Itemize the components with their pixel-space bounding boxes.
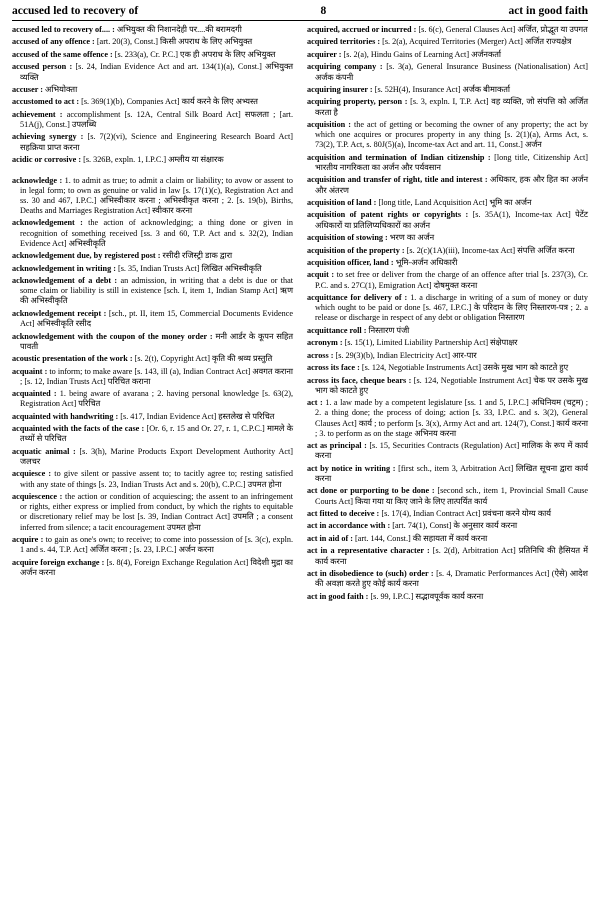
dictionary-entry <box>12 97 293 107</box>
entry-headword: acknowledgement with the coupon of the money order : <box>12 331 213 341</box>
entry-headword: act by notice in writing : <box>307 463 396 473</box>
dictionary-entry <box>307 175 588 195</box>
dictionary-entry <box>307 233 588 243</box>
entry-definition: [s. 3(h), Marine Products Export Development Authority Act] जलचर <box>20 446 294 467</box>
dictionary-entry <box>12 309 293 329</box>
entry-definition: [s. 17(4), Indian Contract Act] प्रवंचना करने योग्य कार्य <box>381 508 551 518</box>
columns <box>12 25 588 604</box>
entry-headword: act in a representative character : <box>307 546 430 556</box>
entry-headword: acquisition of patent rights or copyrights : <box>307 210 469 220</box>
entry-definition: 1. a discharge in writing of a sum of money or duty which ought to be paid or done [s. 467, I.P.C.] के परिदान के लिए निस्तारण-पत्र ; 2. a release or discharge in respect of any debt or obligation निस्तारण <box>315 293 589 323</box>
dictionary-entry <box>12 264 293 274</box>
entry-headword: acquittance for delivery of : <box>307 293 408 303</box>
entry-headword: acquisition of the property : <box>307 245 405 255</box>
entry-headword: acknowledgement due, by registered post : <box>12 251 161 261</box>
entry-headword: accused of any offence : <box>12 37 95 47</box>
dictionary-entry <box>12 85 293 95</box>
entry-definition: 1. to admit as true; to admit a claim or liability; to avow or assent to in legal form; to own as genuine or valid in law [s. 17(1)(c), Registration Act and ss. 30 and 467, I.P.C.] अभिस्वीकार करना ; अभिस्वीकृत करना ; 2. [s. 19(b), Births, Deaths and Marriages Registration Act] स्वीकार करना <box>20 175 293 216</box>
entry-headword: acquainted : <box>12 389 57 399</box>
entry-headword: acquaint : <box>12 366 48 376</box>
entry-definition: the action or condition of acquiescing; the assent to an infringement or rights, either express or implied from conduct, by which the rights to equitable or discretionary relief may be lost [s. 39, Indian Contract Act] उपमति ; a consent inferred from silence; a tacit encouragement उपमत होना <box>20 492 293 532</box>
entry-definition: [second sch., item 1, Provincial Small Cause Courts Act] किया गया या किए जाने के लिए तात्पर्यित कार्य <box>315 486 589 506</box>
entry-headword: acquainted with the facts of the case : <box>12 424 145 434</box>
dictionary-entry <box>307 258 588 268</box>
dictionary-entry <box>12 558 293 578</box>
dictionary-entry <box>307 521 588 531</box>
running-header <box>12 5 588 21</box>
entry-headword: acquiesce : <box>12 469 52 479</box>
entry-headword: across its face : <box>307 363 360 373</box>
dictionary-entry <box>307 398 588 439</box>
entry-definition: [art. 144, Const.] की सहायता में कार्य करना <box>355 533 488 543</box>
entry-headword: act as principal : <box>307 441 367 451</box>
entry-definition: [s. 7(2)(vi), Science and Engineering Research Board Act] सहक्रिया प्राप्त करना <box>20 132 293 152</box>
entry-definition: [first sch., item 3, Arbitration Act] लिखित सूचना द्वारा कार्य करना <box>315 463 588 483</box>
entry-headword: acquisition officer, land : <box>307 257 394 267</box>
entry-headword: acquired, accrued or incurred : <box>307 25 417 34</box>
entry-spacer <box>12 168 293 176</box>
entry-headword: acquirer : <box>307 49 342 59</box>
entry-definition: मनी आर्डर के कूपन सहित पावती <box>20 331 294 351</box>
right-column <box>307 25 588 604</box>
dictionary-entry <box>12 155 293 165</box>
entry-definition: [sch., pt. II, item 15, Commercial Documents Evidence Act] अभिस्वीकृति रसीद <box>20 308 294 329</box>
dictionary-entry <box>12 176 293 217</box>
entry-definition: the act of getting or becoming the owner of any property; the act by which one acquires or procures property in any thing [s. 2(1)(a), Arms Act, s. 73(2), T.P. Act, s. 80J(5)(a), Income-tax Act and art. 11, Const.] अर्जन <box>315 120 589 150</box>
entry-definition: [s. 15, Securities Contracts (Regulation) Act] मालिक के रूप में कार्य करना <box>315 441 589 461</box>
dictionary-entry <box>12 469 293 489</box>
dictionary-entry <box>12 218 293 248</box>
dictionary-entry <box>12 354 293 364</box>
entry-definition: [s. 24, Indian Evidence Act and art. 134(1)(a), Const.] अभियुक्त व्यक्ति <box>20 62 293 82</box>
dictionary-entry <box>307 97 588 117</box>
dictionary-entry <box>307 464 588 484</box>
entry-headword: achieving synergy : <box>12 132 84 142</box>
dictionary-entry <box>307 246 588 256</box>
entry-headword: acquiescence : <box>12 492 63 502</box>
dictionary-entry <box>307 351 588 361</box>
entry-definition: [Or. 6, r. 15 and Or. 27, r. 1, C.P.C.] मामले के तथ्यों से परिचित <box>20 424 293 444</box>
entry-headword: acquiring property, person : <box>307 97 408 107</box>
dictionary-entry <box>307 270 588 290</box>
dictionary-entry <box>307 293 588 323</box>
entry-definition: [s. 369(1)(b), Companies Act] कार्य करने के लिए अभ्यस्त <box>81 97 258 107</box>
dictionary-entry <box>12 424 293 444</box>
entry-definition: [s. 3(a), General Insurance Business (Nationalisation) Act] अर्जक कंपनी <box>315 62 588 82</box>
entry-definition: [s. 124, Negotiable Instrument Act] चेक पर उसके मुख भाग को काटते हुए <box>315 375 588 395</box>
dictionary-entry <box>12 492 293 533</box>
header-right-guideword: act in good faith <box>508 5 588 17</box>
entry-definition: [long title, Land Acquisition Act] भूमि का अर्जन <box>378 198 532 208</box>
entry-definition: to set free or deliver from the charge of an offence after trial [s. 237(3), Cr. P.C. and s. 27C(1), Emigration Act] दोषमुक्त करना <box>315 270 589 290</box>
entry-headword: act in aid of : <box>307 533 353 543</box>
dictionary-entry <box>307 37 588 47</box>
entry-headword: acquisition of land : <box>307 198 377 208</box>
entry-definition: to inform; to make aware [s. 143, ill (a), Indian Contract Act] अवगत कराना ; [s. 12, Indian Trusts Act] परिचित कराना <box>20 366 293 386</box>
entry-headword: acquisition and transfer of right, title and interest : <box>307 175 488 185</box>
entry-headword: across : <box>307 350 334 360</box>
dictionary-entry <box>12 37 293 47</box>
dictionary-entry <box>12 25 293 35</box>
dictionary-entry <box>307 569 588 589</box>
entry-definition: निस्तारण पंजी <box>368 325 410 335</box>
header-left-guideword: accused led to recovery of <box>12 5 139 17</box>
entry-definition: the action of acknowledging; a thing done or given in recognition of something received [ss. 3 and 60, T.P. Act and s. 32(2), Indian Evidence Act] अभिस्वीकृति <box>20 218 293 248</box>
entry-headword: achievement : <box>12 109 63 119</box>
entry-definition: [s. 233(a), Cr. P.C.] एक ही अपराध के लिए अभियुक्त <box>114 49 276 59</box>
entry-headword: acknowledgement receipt : <box>12 308 107 318</box>
entry-headword: acquainted with handwriting : <box>12 411 119 421</box>
entry-headword: acquired territories : <box>307 37 381 47</box>
entry-definition: [s. 417, Indian Evidence Act] हस्तलेख से परिचित <box>120 411 275 421</box>
entry-definition: [s. 29(3)(b), Indian Electricity Act] आर-पार <box>335 350 477 360</box>
entry-definition: [s. 2(a), Acquired Territories (Merger) Act] अर्जित राज्यक्षेत्र <box>382 37 572 47</box>
entry-headword: acknowledge : <box>12 175 63 185</box>
dictionary-entry <box>307 486 588 506</box>
entry-definition: an admission, in writing that a debt is due or that some claim or liability is still in existence [sch. I, item 1, Indian Stamp Act] ऋण की अभिस्वीकृति <box>20 276 294 306</box>
entry-definition: [s. 15(1), Limited Liability Partnership Act] संक्षेपाक्षर <box>344 338 518 348</box>
left-column <box>12 25 293 604</box>
dictionary-entry <box>307 198 588 208</box>
entry-headword: act in disobedience to (such) order : <box>307 568 434 578</box>
entry-definition: अभियुक्त की निशानदेही पर....की बरामदगी <box>116 25 242 34</box>
entry-definition: [s. 6(c), General Clauses Act] अर्जित, प्रोद्भूत या उपगत <box>418 25 588 34</box>
dictionary-entry <box>12 389 293 409</box>
entry-headword: acronym : <box>307 338 343 348</box>
entry-definition: [s. 4, Dramatic Performances Act] (ऐसे) आदेश की अवज्ञा करते हुए कोई कार्य करना <box>315 568 589 589</box>
entry-headword: acquisition : <box>307 120 351 130</box>
entry-definition: [s. 326B, expln. 1, I.P.C.] अम्लीय या संक्षारक <box>83 155 224 165</box>
dictionary-entry <box>307 376 588 396</box>
entry-headword: act in accordance with : <box>307 521 391 531</box>
dictionary-entry <box>307 210 588 230</box>
entry-definition: 1. a law made by a competent legislature [ss. 1 and 5, I.P.C.] अधिनियम (चट्रम) ; 2. a thing done; the process of doing; action [s. 33, I.P.C. and s. 3(2), General Clauses Act] कार्य ; to perform [s. 3(x), Army Act and art. 124(7), Const.] कार्य करना ; 3. to perform as on the stage अभिनय करना <box>315 398 589 438</box>
entry-headword: acquisition and termination of Indian citizenship : <box>307 152 491 162</box>
dictionary-entry <box>12 447 293 467</box>
dictionary-entry <box>12 110 293 130</box>
entry-headword: acknowledgement in writing : <box>12 263 116 273</box>
entry-headword: acquit : <box>307 270 335 280</box>
dictionary-entry <box>307 62 588 82</box>
entry-headword: accused person : <box>12 62 73 72</box>
dictionary-entry <box>12 535 293 555</box>
entry-definition: [long title, Citizenship Act] भारतीय नागरिकता का अर्जन और पर्यवसान <box>315 152 588 172</box>
entry-definition: [s. 99, I.P.C.] सद्भावपूर्वक कार्य करना <box>370 591 484 601</box>
entry-definition: [s. 2(d), Arbitration Act] प्रतिनिधि की हैसियत में कार्य करना <box>315 546 588 566</box>
entry-definition: [s. 35, Indian Trusts Act] लिखित अभिस्वीकृति <box>117 263 262 273</box>
entry-definition: [s. 2(c)(1A)(iii), Income-tax Act] संपत्ति अर्जित करना <box>406 245 575 255</box>
entry-definition: [s. 2(t), Copyright Act] कृति की श्रव्य प्रस्तुति <box>134 354 273 364</box>
entry-headword: accused led to recovery of.... : <box>12 25 115 34</box>
entry-headword: acquiring insurer : <box>307 84 373 94</box>
dictionary-entry <box>307 534 588 544</box>
dictionary-entry <box>307 592 588 602</box>
entry-definition: अभियोक्ता <box>45 84 78 94</box>
entry-definition: अधिकार, हक और हित का अर्जन और अंतरण <box>315 175 588 195</box>
entry-headword: acknowledgement : <box>12 218 83 228</box>
entry-headword: acoustic presentation of the work : <box>12 354 133 364</box>
dictionary-entry <box>307 326 588 336</box>
entry-headword: across its face, cheque bears : <box>307 375 412 385</box>
dictionary-entry <box>307 120 588 150</box>
entry-headword: acquatic animal : <box>12 446 76 456</box>
dictionary-entry <box>307 363 588 373</box>
entry-headword: acquire : <box>12 535 44 544</box>
entry-headword: act : <box>307 398 323 408</box>
dictionary-entry <box>12 276 293 306</box>
dictionary-entry <box>307 85 588 95</box>
dictionary-entry <box>307 338 588 348</box>
dictionary-entry <box>307 546 588 566</box>
entry-headword: act fitted to deceive : <box>307 508 380 518</box>
entry-definition: [s. 35A(1), Income-tax Act] पेटेंट अधिकारों या प्रतिलिप्यधिकारों का अर्जन <box>315 210 588 230</box>
entry-headword: act done or purporting to be done : <box>307 486 435 496</box>
entry-headword: acidic or corrosive : <box>12 155 82 165</box>
dictionary-entry <box>12 50 293 60</box>
entry-definition: भरण का अर्जन <box>389 233 435 243</box>
dictionary-entry <box>307 25 588 35</box>
entry-definition: [art. 20(3), Const.] किसी अपराध के लिए अभियुक्त <box>96 37 253 47</box>
entry-definition: accomplishment [s. 12A, Central Silk Board Act] सफलता ; [art. 51A(j), Const.] उपलब्धि <box>20 109 294 130</box>
dictionary-entry <box>307 153 588 173</box>
dictionary-entry <box>12 62 293 82</box>
entry-definition: [s. 3, expln. I, T.P. Act] वह व्यक्ति, जो संपत्ति को अर्जित करता है <box>315 97 589 117</box>
entry-definition: 1. being aware of avarana ; 2. having personal knowledge [s. 63(2), Registration Act] परिचित <box>20 389 293 409</box>
entry-headword: act in good faith : <box>307 591 369 601</box>
dictionary-entry <box>12 412 293 422</box>
entry-definition: भूमि-अर्जन अधिकारी <box>395 257 458 267</box>
entry-headword: acquiring company : <box>307 62 383 72</box>
entry-headword: acquire foreign exchange : <box>12 557 105 567</box>
entry-headword: acquittance roll : <box>307 325 367 335</box>
entry-headword: accustomed to act : <box>12 97 80 107</box>
entry-headword: accused of the same offence : <box>12 49 113 59</box>
entry-definition: [s. 52H(4), Insurance Act] अर्जक बीमाकर्ता <box>374 84 511 94</box>
entry-headword: acquisition of stowing : <box>307 233 388 243</box>
entry-definition: [s. 124, Negotiable Instruments Act] उसके मुख भाग को काटते हुए <box>361 363 569 373</box>
entry-headword: acknowledgement of a debt : <box>12 276 118 286</box>
entry-definition: [s. 8(4), Foreign Exchange Regulation Act] विदेशी मुद्रा का अर्जन करना <box>20 557 294 577</box>
dictionary-entry <box>12 251 293 261</box>
dictionary-entry <box>12 367 293 387</box>
dictionary-entry <box>12 132 293 152</box>
dictionary-entry <box>307 441 588 461</box>
dictionary-entry <box>307 509 588 519</box>
entry-definition: [s. 2(a), Hindu Gains of Learning Act] अर्जनकर्ता <box>343 49 502 59</box>
entry-definition: to give silent or passive assent to; to tacitly agree to; resting satisfied with any state of things [s. 23, Indian Trusts Act and s. 20(b), C.P.C.] उपमत होना <box>20 469 293 489</box>
entry-headword: accuser : <box>12 84 43 94</box>
page-number: 8 <box>320 5 327 17</box>
dictionary-entry <box>307 50 588 60</box>
entry-definition: to gain as one's own; to receive; to come into possession of [s. 3(c), expln. 1 and s. 44, T.P. Act] अर्जित करना ; [s. 23, I.P.C.] अर्जन करना <box>20 535 293 555</box>
entry-definition: [art. 74(1), Const] के अनुसार कार्य करना <box>392 521 518 531</box>
entry-definition: रसीदी रजिस्ट्री डाक द्वारा <box>162 251 233 261</box>
dictionary-entry <box>12 332 293 352</box>
